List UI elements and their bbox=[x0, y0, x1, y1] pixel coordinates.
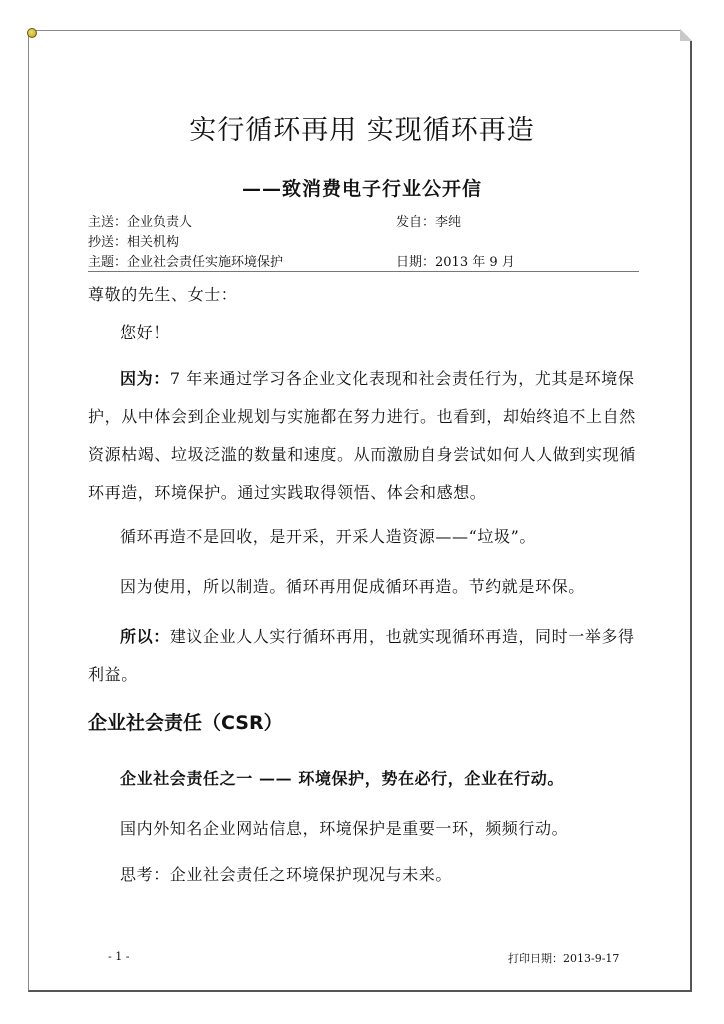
header-divider bbox=[88, 271, 639, 272]
paragraph-4-lead: 所以： bbox=[120, 627, 170, 646]
meta-right bbox=[396, 213, 515, 273]
letter-paragraph-3: 因为使用，所以制造。循环再用促成循环再造。节约就是环保。 bbox=[120, 577, 585, 596]
letter-greeting: 您好！ bbox=[120, 323, 170, 342]
print-date: 打印日期：2013-9-17 bbox=[508, 952, 620, 965]
csr-line-2: 国内外知名企业网站信息，环境保护是重要一环，频频行动。 bbox=[120, 819, 569, 838]
document-title: 实行循环再用 实现循环再造 bbox=[189, 115, 535, 146]
meta-subject: 主题：企业社会责任实施环境保护 bbox=[88, 255, 284, 270]
letter-salutation: 尊敬的先生、女士： bbox=[88, 285, 238, 304]
page-fold-corner bbox=[680, 29, 692, 41]
paragraph-1-text: 7 年来通过学习各企业文化表现和社会责任行为，尤其是环境保护，从中体会到企业规划与实施都在努力进行。也看到，却始终追不上自然资源枯竭、垃圾泛滥的数量和速度。从而激励自身尝试如何人人做到实现循环再造，环境保护。通过实践取得领悟、体会和感想。 bbox=[88, 369, 636, 502]
meta-from: 发自：李纯 bbox=[396, 215, 462, 230]
page-number: - 1 - bbox=[108, 950, 130, 963]
letter-paragraph-1 bbox=[88, 360, 643, 512]
meta-spacer bbox=[396, 233, 515, 253]
paragraph-1-lead: 因为： bbox=[120, 369, 170, 388]
csr-line-1: 企业社会责任之一 —— 环境保护，势在必行，企业在行动。 bbox=[120, 769, 564, 788]
paragraph-4-text: 建议企业人人实行循环再用，也就实现循环再造，同时一举多得利益。 bbox=[88, 627, 635, 684]
document-subtitle: ——致消费电子行业公开信 bbox=[241, 178, 482, 200]
pin-icon bbox=[27, 28, 37, 38]
letter-paragraph-4 bbox=[88, 618, 643, 694]
meta-date: 日期：2013 年 9 月 bbox=[396, 255, 515, 270]
meta-cc: 抄送：相关机构 bbox=[88, 235, 180, 250]
csr-heading: 企业社会责任（CSR） bbox=[88, 712, 283, 734]
csr-line-3: 思考：企业社会责任之环境保护现况与未来。 bbox=[120, 865, 453, 884]
meta-to: 主送：企业负责人 bbox=[88, 215, 193, 230]
meta-left bbox=[88, 213, 283, 273]
letter-paragraph-2: 循环再造不是回收，是开采，开采人造资源——“垃圾”。 bbox=[120, 527, 536, 546]
